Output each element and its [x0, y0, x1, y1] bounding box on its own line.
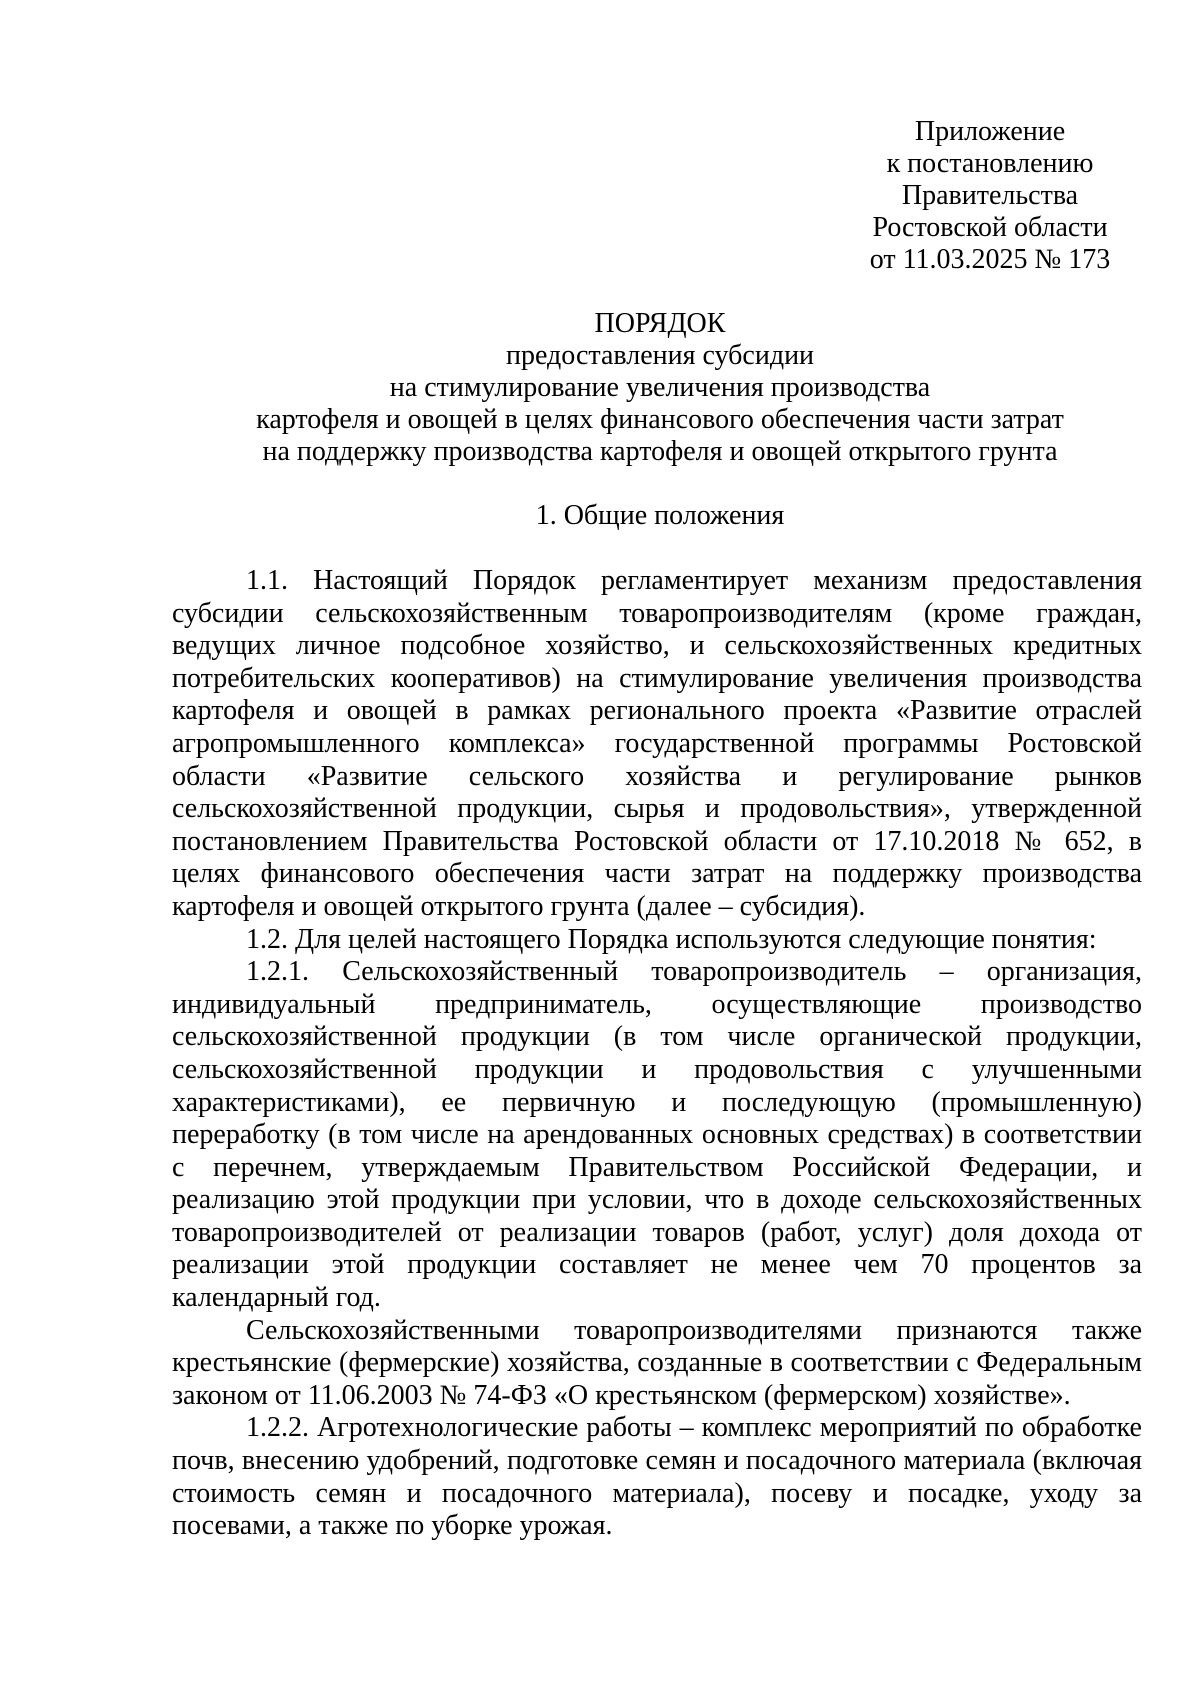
document-title	[160, 308, 1160, 468]
section-heading: 1. Общие положения	[535, 500, 785, 531]
appendix-line: Правительства	[901, 180, 1079, 211]
title-line: картофеля и овощей в целях финансового обеспечения части затрат	[256, 404, 1064, 435]
paragraph-1-2-2: 1.2.2. Агротехнологические работы – комплекс мероприятий по обработке почв, внесению удобрений, подготовке семян и посадочного материала (включая стоимость семян и посадочного материала), посеву и посадке, уходу за посевами, а также по уборке урожая.	[172, 1412, 1142, 1542]
paragraph-1-2-1: 1.2.1. Сельскохозяйственный товаропроизводитель – организация, индивидуальный предприниматель, осуществляющие производство сельскохозяйственной продукции (в том числе органической продукции, сельскохозяйственной продукции и продовольствия с улучшенными характеристиками), ее первичную и последующую (промышленную) переработку (в том числе на арендованных основных средствах) в соответствии с перечнем, утверждаемым Правительством Российской Федерации, и реализацию этой продукции при условии, что в доходе сельскохозяйственных товаропроизводителей от реализации товаров (работ, услуг) доля дохода от реализации этой продукции составляет не менее чем 70 процентов за календарный год.	[172, 956, 1142, 1314]
appendix-block	[820, 116, 1160, 276]
appendix-line: Ростовской области	[872, 212, 1108, 243]
title-line: предоставления субсидии	[505, 340, 815, 371]
appendix-line: от 11.03.2025 № 173	[869, 244, 1111, 275]
paragraph-1-2: 1.2. Для целей настоящего Порядка используются следующие понятия:	[246, 923, 1097, 955]
title-line: на поддержку производства картофеля и овощей открытого грунта	[262, 436, 1058, 467]
paragraph-farmers: Сельскохозяйственными товаропроизводителями признаются также крестьянские (фермерские) хозяйства, созданные в соответствии с Федеральным законом от 11.06.2003 № 74-ФЗ «О крестьянском (фермерском) хозяйстве».	[172, 1314, 1142, 1411]
document-body	[172, 565, 1142, 1543]
title-heading: ПОРЯДОК	[594, 308, 726, 339]
paragraph-1-1: 1.1. Настоящий Порядок регламентирует механизм предоставления субсидии сельскохозяйственным товаропроизводителям (кроме граждан, ведущих личное подсобное хозяйство, и сельскохозяйственных кредитных потребительских кооперативов) на стимулирование увеличения производства картофеля и овощей в рамках регионального проекта «Развитие отраслей агропромышленного комплекса» государственной программы Ростовской области «Развитие сельского хозяйства и регулирование рынков сельскохозяйственной продукции, сырья и продовольствия», утвержденной постановлением Правительства Ростовской области от 17.10.2018 № 652, в целях финансового обеспечения части затрат на поддержку производства картофеля и овощей открытого грунта (далее – субсидия).	[172, 565, 1142, 922]
title-line: на стимулирование увеличения производства	[389, 372, 931, 403]
appendix-line: Приложение	[914, 116, 1066, 147]
appendix-line: к постановлению	[886, 148, 1094, 179]
